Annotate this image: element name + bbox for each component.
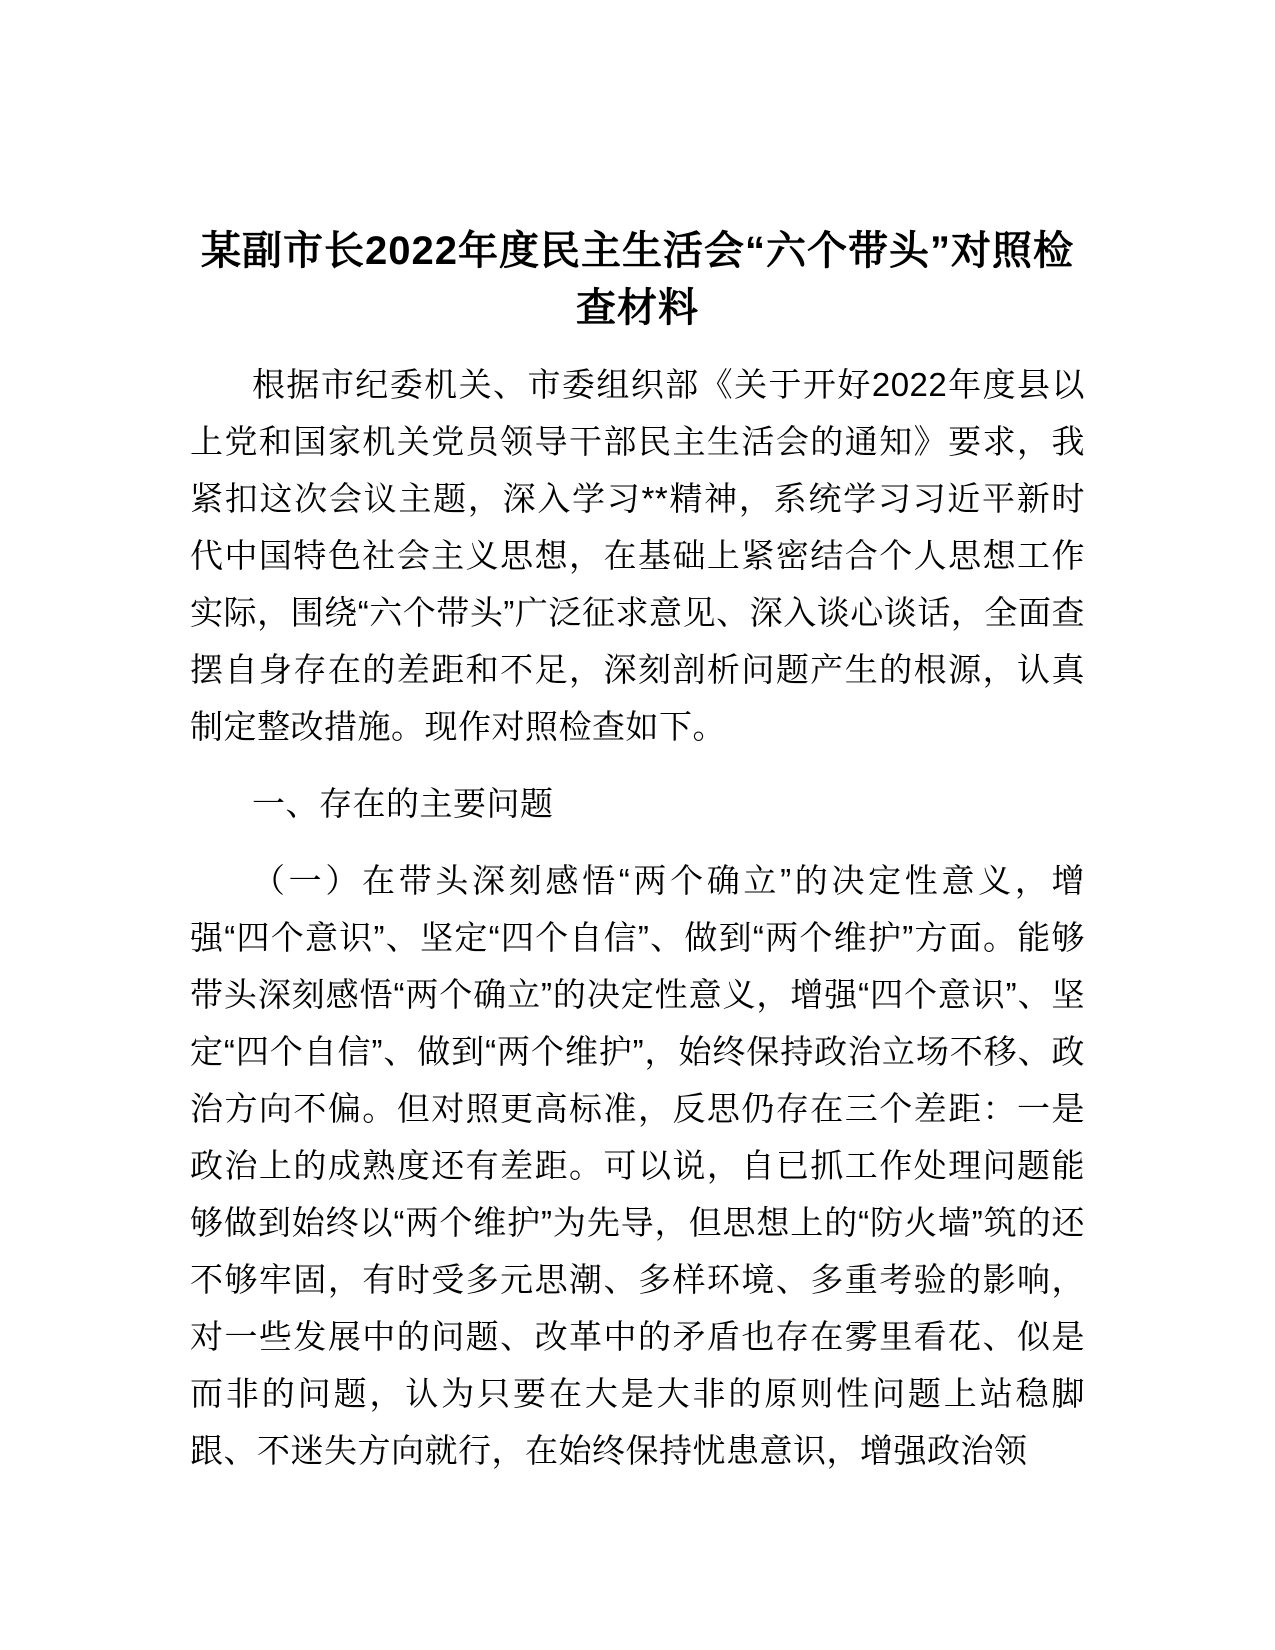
paragraph-section-one: （一）在带头深刻感悟“两个确立”的决定性意义，增强“四个意识”、坚定“四个自信”、做到“两个维护”方面。能够带头深刻感悟“两个确立”的决定性意义，增强“四个意识”、坚定“四个自信”、做到“两个维护”，始终保持政治立场不移、政治方向不偏。但对照更高标准，反思仍存在三个差距：一是政治上的成熟度还有差距。可以说，自已抓工作处理问题能够做到始终以“两个维护”为先导，但思想上的“防火墙”筑的还不够牢固，有时受多元思潮、多样环境、多重考验的影响，对一些发展中的问题、改革中的矛盾也存在雾里看花、似是而非的问题，认为只要在大是大非的原则性问题上站稳脚跟、不迷失方向就行，在始终保持忧患意识，增强政治领 — [190, 862, 1085, 1469]
paragraph-intro: 根据市纪委机关、市委组织部《关于开好2022年度县以上党和国家机关党员领导干部民主生活会的通知》要求，我紧扣这次会议主题，深入学习**精神，系统学习习近平新时代中国特色社会主义思想，在基础上紧密结合个人思想工作实际，围绕“六个带头”广泛征求意见、深入谈心谈话，全面查摆自身存在的差距和不足，深刻剖析问题产生的根源，认真制定整改措施。现作对照检查如下。 — [190, 366, 1085, 745]
section-heading-main-problems: 一、存在的主要问题 — [252, 785, 554, 822]
document-title: 某副市长2022年度民主生活会“六个带头”对照检查材料 — [201, 229, 1074, 330]
